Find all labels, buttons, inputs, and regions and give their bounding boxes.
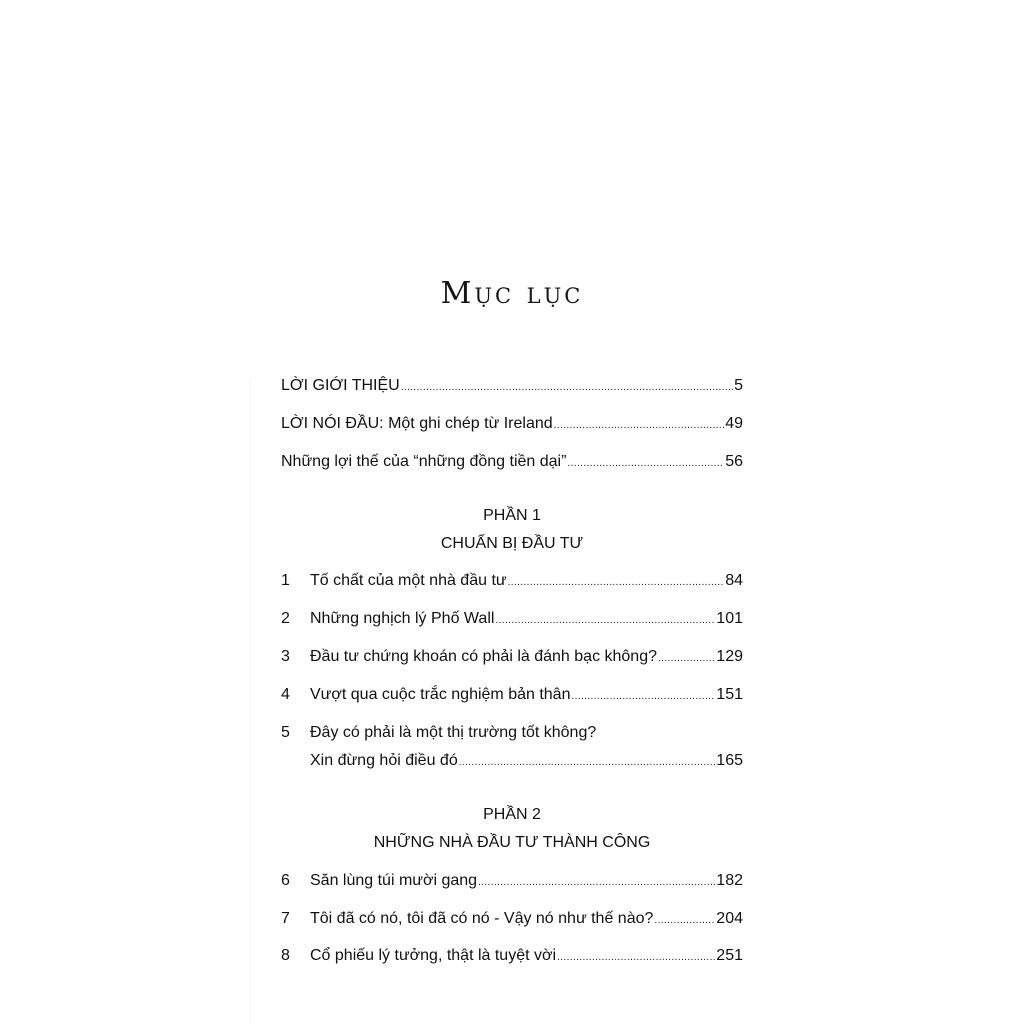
- chapter-number: 6: [281, 872, 290, 889]
- toc-entry-page: 129: [716, 648, 743, 665]
- toc-entry-text: Tôi đã có nó, tôi đã có nó - Vậy nó như thế nào?: [310, 910, 654, 927]
- toc-chapter-5-line-1[interactable]: [281, 723, 743, 743]
- page-title: Mục lục: [440, 276, 584, 312]
- dot-leader: [557, 948, 715, 968]
- toc-chapter-1[interactable]: [281, 571, 743, 593]
- toc-entry-introduction[interactable]: [281, 376, 743, 398]
- dot-leader: [459, 753, 716, 773]
- chapter-number: 1: [281, 572, 290, 589]
- toc-chapter-8[interactable]: [281, 946, 743, 968]
- toc-entry-text: Những lợi thế của “những đồng tiền dại”: [281, 453, 567, 470]
- toc-entry-page: 165: [716, 752, 743, 769]
- dot-leader: [554, 416, 725, 436]
- toc-chapter-7[interactable]: [281, 909, 743, 931]
- chapter-number: 2: [281, 610, 290, 627]
- dot-leader: [567, 454, 724, 474]
- toc-entry-text: Tố chất của một nhà đầu tư: [310, 572, 507, 589]
- toc-entry-page: 5: [734, 377, 743, 394]
- part-2-title: NHỮNG NHÀ ĐẦU TƯ THÀNH CÔNG: [373, 834, 651, 851]
- toc-entry-text: Vượt qua cuộc trắc nghiệm bản thân: [310, 686, 571, 703]
- toc-chapter-4[interactable]: [281, 685, 743, 707]
- part-1-label: PHẦN 1: [483, 507, 541, 524]
- toc-chapter-3[interactable]: [281, 647, 743, 669]
- toc-entry-advantages[interactable]: [281, 452, 743, 474]
- toc-entry-text-continued: Xin đừng hỏi điều đó: [310, 752, 458, 769]
- page-edge-shadow: [250, 380, 251, 1024]
- toc-entry-page: 101: [716, 610, 743, 627]
- chapter-number: 8: [281, 947, 290, 964]
- toc-entry-text: Những nghịch lý Phố Wall: [310, 610, 495, 627]
- toc-chapter-5-line-2[interactable]: [281, 751, 743, 773]
- toc-chapter-6[interactable]: [281, 871, 743, 893]
- dot-leader: [401, 378, 733, 398]
- chapter-number: 4: [281, 686, 290, 703]
- toc-entry-text: Săn lùng túi mười gang: [310, 872, 478, 889]
- chapter-number: 7: [281, 910, 290, 927]
- dot-leader: [654, 911, 715, 931]
- chapter-number: 3: [281, 648, 290, 665]
- toc-entry-page: 84: [725, 572, 743, 589]
- toc-entry-page: 251: [716, 947, 743, 964]
- toc-entry-text: LỜI NÓI ĐẦU: Một ghi chép từ Ireland: [281, 415, 553, 432]
- toc-entry-text: LỜI GIỚI THIỆU: [281, 377, 400, 394]
- toc-entry-text: Đầu tư chứng khoán có phải là đánh bạc không?: [310, 648, 657, 665]
- part-1-title: CHUẨN BỊ ĐẦU TƯ: [440, 535, 584, 552]
- part-2-label: PHẦN 2: [483, 806, 541, 823]
- toc-entry-page: 56: [725, 453, 743, 470]
- dot-leader: [571, 687, 715, 707]
- toc-entry-page: 182: [716, 872, 743, 889]
- toc-entry-page: 204: [716, 910, 743, 927]
- toc-entry-text: Đây có phải là một thị trường tốt không?: [310, 724, 597, 741]
- dot-leader: [478, 873, 715, 893]
- dot-leader: [658, 649, 715, 669]
- dot-leader: [495, 611, 715, 631]
- toc-chapter-2[interactable]: [281, 609, 743, 631]
- chapter-number: 5: [281, 724, 290, 741]
- toc-entry-page: 151: [716, 686, 743, 703]
- toc-entry-text: Cổ phiếu lý tưởng, thật là tuyệt vời: [310, 947, 557, 964]
- dot-leader: [508, 573, 725, 593]
- toc-entry-page: 49: [725, 415, 743, 432]
- toc-entry-preface[interactable]: [281, 414, 743, 436]
